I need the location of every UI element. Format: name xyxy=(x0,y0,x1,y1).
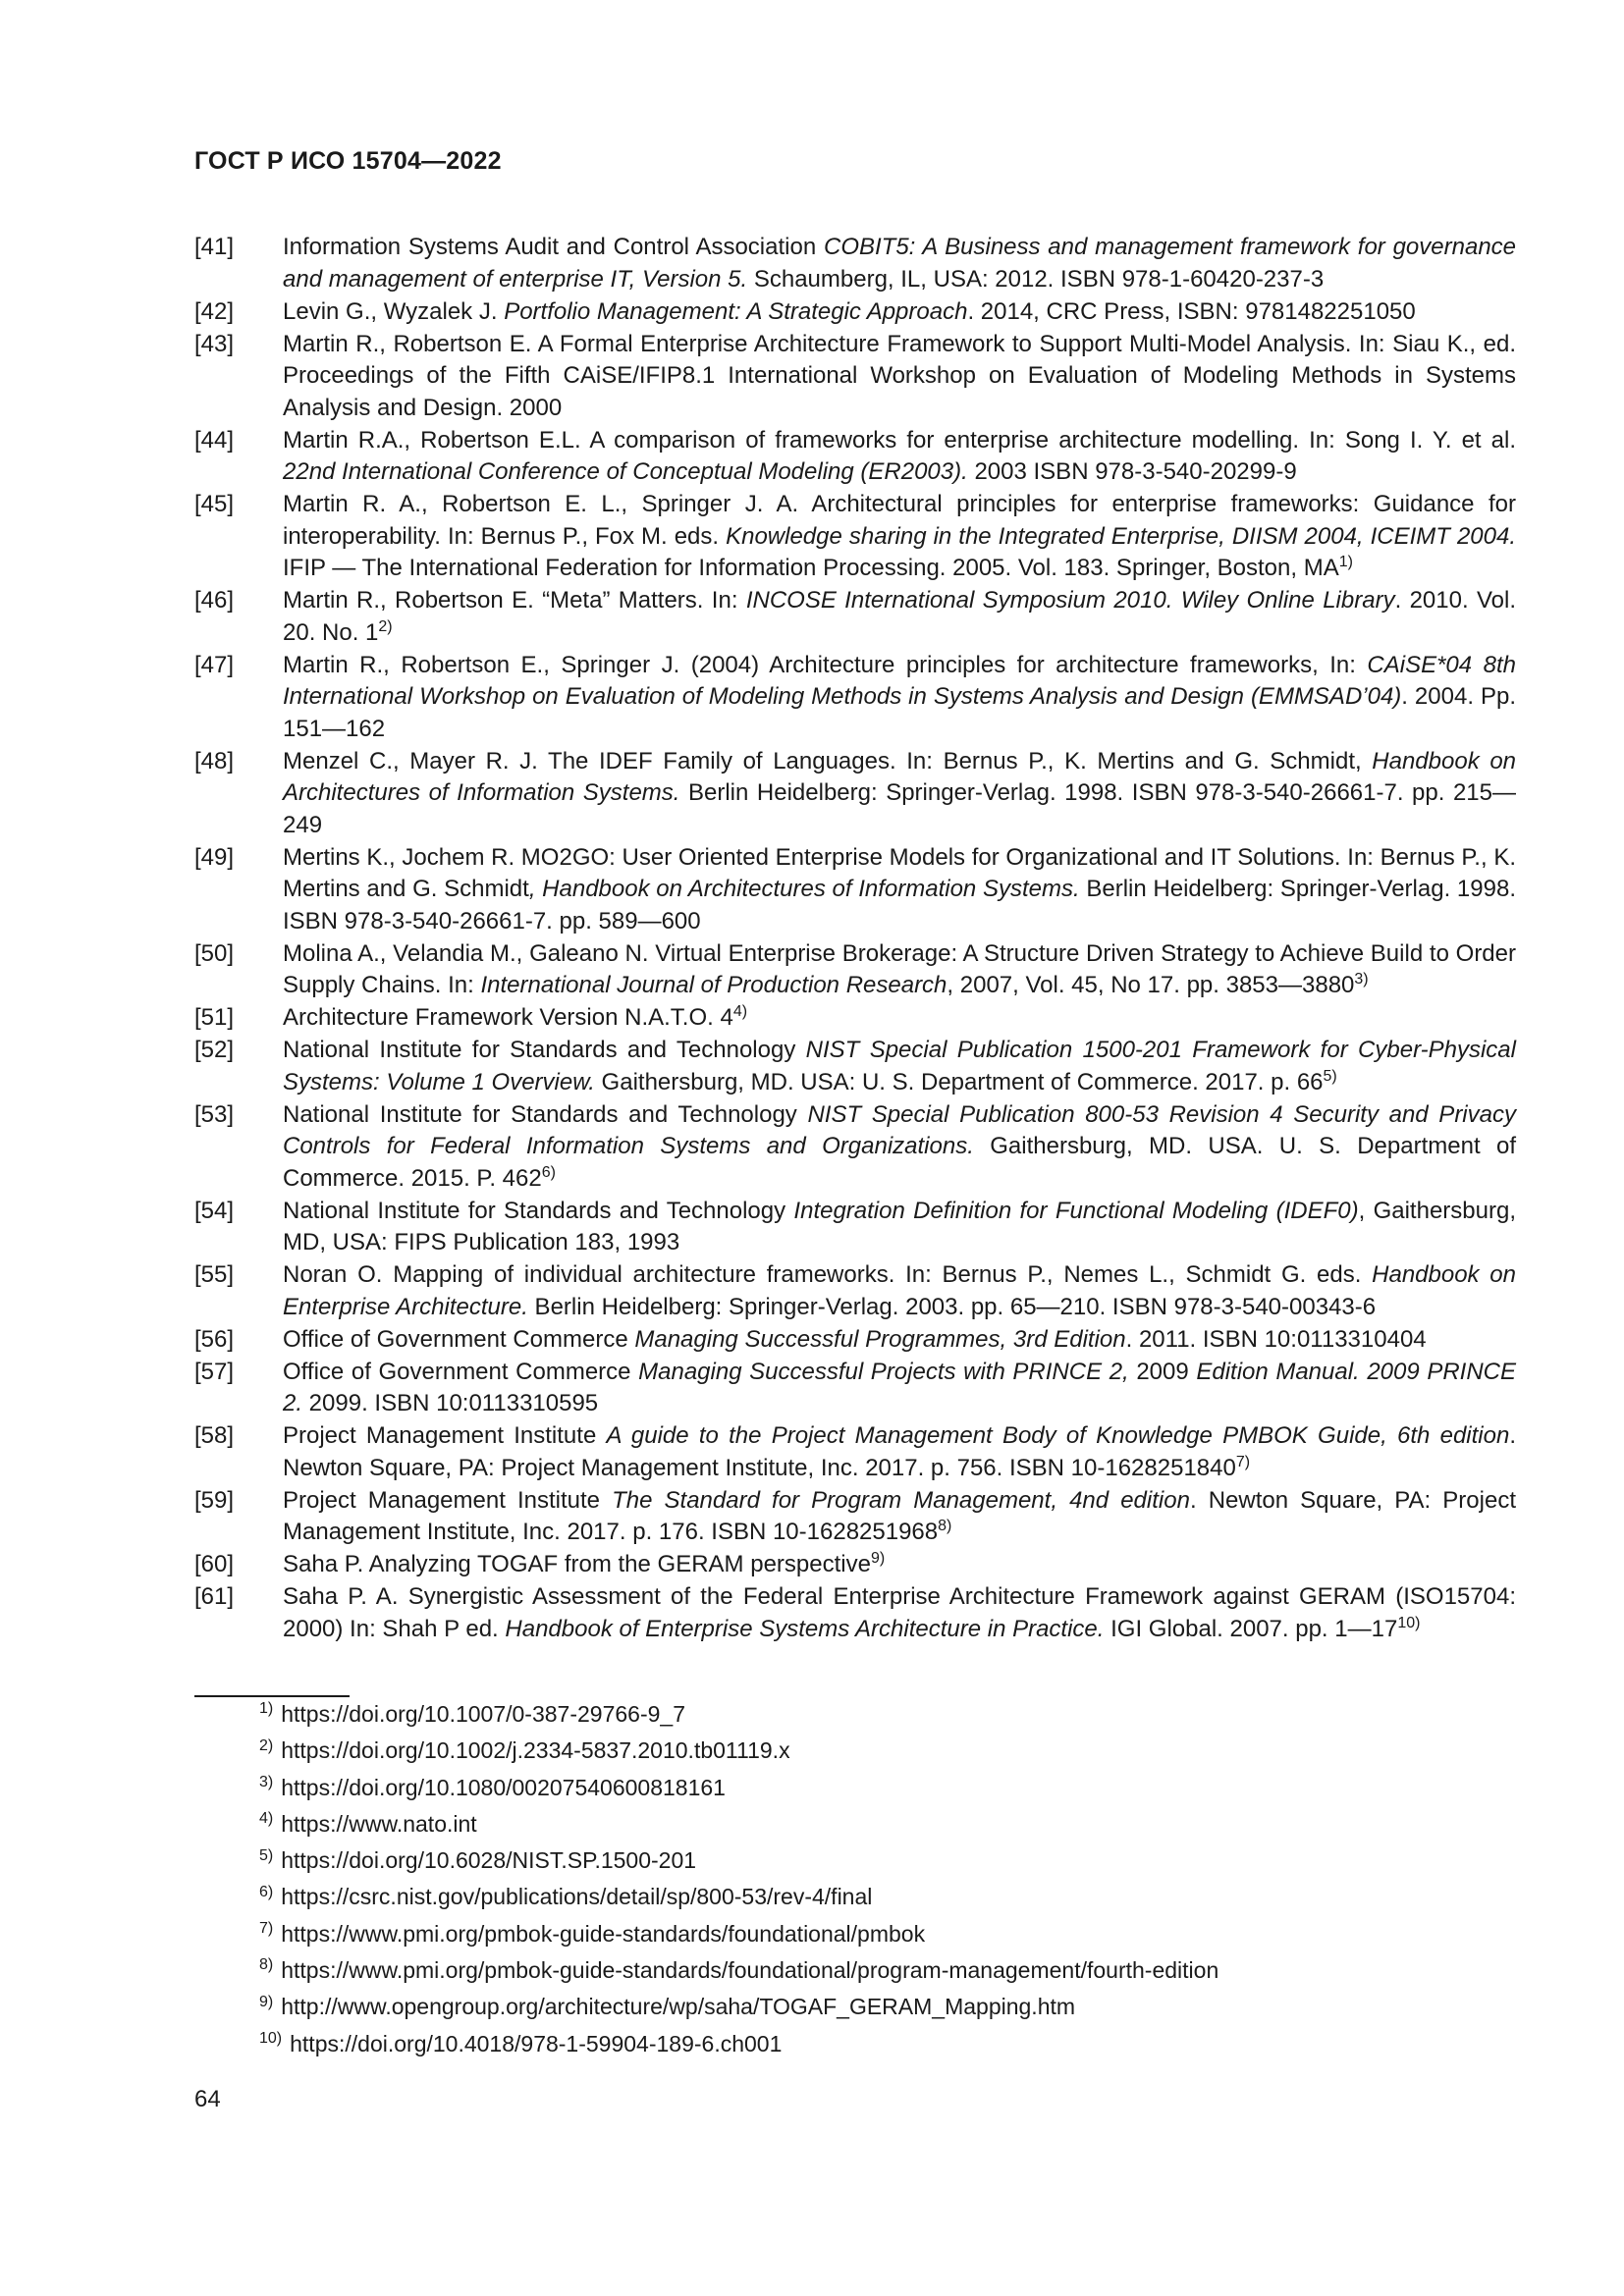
reference-number: [44] xyxy=(194,426,235,454)
reference-number: [54] xyxy=(194,1197,235,1224)
reference-text-part: , 2007, Vol. 45, No 17. pp. 3853—3880 xyxy=(947,972,1355,998)
reference-entry xyxy=(194,1549,1516,1581)
reference-number: [55] xyxy=(194,1261,235,1288)
footnote-marker: 10) xyxy=(1397,1614,1421,1631)
reference-text-part: 2009 xyxy=(1128,1358,1197,1385)
reference-title: COBIT5: A Business and management framework for governance and management of enterprise IT, Version 5. xyxy=(283,234,1517,293)
footnote-mark: 6) xyxy=(259,1883,274,1900)
reference-title: Handbook on Architectures of Information Systems. xyxy=(283,747,1517,806)
reference-text-part: IFIP — The International Federation for Information Processing. 2005. Vol. 183. Springer, Boston, MA xyxy=(283,555,1339,581)
reference-text-part: National Institute for Standards and Technology xyxy=(283,1037,806,1063)
reference-entry xyxy=(194,1196,1516,1259)
reference-number: [56] xyxy=(194,1325,235,1353)
footnote-item xyxy=(259,1916,1437,1952)
reference-title: 22nd International Conference of Conceptual Modeling (ER2003). xyxy=(283,458,968,485)
reference-text-part: Menzel C., Mayer R. J. The IDEF Family of Languages. In: Bernus P., K. Mertins and G. Schmidt, xyxy=(283,747,1373,774)
reference-text-part: Schaumberg, IL, USA: 2012. ISBN 978-1-60420-237-3 xyxy=(747,265,1325,293)
reference-text xyxy=(283,489,1516,585)
footnote-url: https://doi.org/10.1002/j.2334-5837.2010.tb01119.x xyxy=(281,1737,790,1764)
reference-number: [53] xyxy=(194,1100,235,1128)
footnote-item xyxy=(259,1952,1437,1989)
reference-title: INCOSE International Symposium 2010. Wiley Online Library xyxy=(745,587,1395,614)
reference-text-part: 2003 ISBN 978-3-540-20299-9 xyxy=(967,458,1297,485)
reference-entry xyxy=(194,425,1516,489)
reference-text-part: Berlin Heidelberg: Springer-Verlag. 1998. ISBN 978-3-540-26661-7. pp. 215—249 xyxy=(283,779,1516,838)
reference-text xyxy=(283,1259,1516,1323)
reference-text xyxy=(283,1099,1516,1196)
reference-number: [52] xyxy=(194,1037,235,1063)
reference-number: [50] xyxy=(194,939,235,967)
reference-number: [57] xyxy=(194,1358,235,1385)
reference-title: Managing Successful Projects with PRINCE 2, xyxy=(638,1358,1129,1385)
reference-entry xyxy=(194,1357,1516,1420)
reference-text xyxy=(283,1420,1516,1484)
reference-text-part: National Institute for Standards and Technology xyxy=(283,1197,794,1224)
reference-number: [42] xyxy=(194,297,235,325)
reference-title: A guide to the Project Management Body of Knowledge PMBOK Guide, 6th edition xyxy=(606,1422,1510,1449)
reference-entry xyxy=(194,296,1516,329)
reference-title: NIST Special Publication 800-53 Revision 4 Security and Privacy Controls for Federal Information Systems and Organizations. xyxy=(283,1100,1516,1159)
reference-text-part: Noran O. Mapping of individual architecture frameworks. In: Bernus P., Nemes L., Schmidt G. eds. xyxy=(283,1261,1373,1288)
footnote-mark: 7) xyxy=(259,1920,274,1938)
footnote-mark: 1) xyxy=(259,1700,274,1718)
reference-title: Knowledge sharing in the Integrated Enterprise, DIISM 2004, ICEIMT 2004. xyxy=(726,522,1516,550)
reference-title: Integration Definition for Functional Modeling (IDEF0) xyxy=(793,1197,1359,1224)
reference-text xyxy=(283,650,1516,746)
reference-text xyxy=(283,585,1516,649)
reference-text xyxy=(283,1324,1516,1357)
reference-text xyxy=(283,746,1516,842)
reference-text-part: . Newton Square, PA: Project Management Institute, Inc. 2017. p. 756. ISBN 10-1628251840 xyxy=(283,1422,1516,1481)
reference-number: [43] xyxy=(194,330,235,357)
reference-text-part: . 2010. Vol. 20. No. 1 xyxy=(283,587,1517,646)
footnote-marker: 6) xyxy=(541,1163,556,1181)
footnote-url: https://doi.org/10.6028/NIST.SP.1500-201 xyxy=(281,1847,697,1874)
footnote-url: https://doi.org/10.1007/0-387-29766-9_7 xyxy=(281,1701,685,1727)
footnote-item xyxy=(259,2026,1437,2062)
footnote-url: https://csrc.nist.gov/publications/detail/sp/800-53/rev-4/final xyxy=(281,1884,873,1910)
reference-text-part: Architecture Framework Version N.A.T.O. 4 xyxy=(283,1004,733,1031)
reference-entry xyxy=(194,746,1516,842)
reference-title: Managing Successful Programmes, 3rd Edition xyxy=(634,1325,1126,1353)
footnote-marker: 9) xyxy=(870,1550,886,1567)
reference-entry xyxy=(194,1035,1516,1098)
reference-text-part: Office of Government Commerce xyxy=(283,1325,635,1353)
reference-text-part: Mertins K., Jochem R. MO2GO: User Oriented Enterprise Models for Organizational and IT Solutions. In: Bernus P., K. Mertins and G. Schmidt xyxy=(283,843,1516,902)
footnote-url: https://www.pmi.org/pmbok-guide-standards/foundational/program-management/fourth-edition xyxy=(281,1957,1219,1984)
reference-text-part: Molina A., Velandia M., Galeano N. Virtual Enterprise Brokerage: A Structure Driven Strategy to Achieve Build to Order Supply Chains. In: xyxy=(283,939,1516,998)
reference-number: [60] xyxy=(194,1551,235,1577)
footnote-marker: 4) xyxy=(732,1003,748,1020)
document-header-title: ГОСТ Р ИСО 15704—2022 xyxy=(194,147,502,175)
reference-number: [46] xyxy=(194,587,235,614)
footnote-mark: 5) xyxy=(259,1846,274,1864)
reference-entry xyxy=(194,585,1516,649)
reference-number: [49] xyxy=(194,843,235,871)
reference-number: [59] xyxy=(194,1486,235,1514)
footnote-item xyxy=(259,1989,1437,2025)
footnote-marker: 7) xyxy=(1235,1453,1251,1470)
reference-title: Handbook on Enterprise Architecture. xyxy=(283,1261,1516,1320)
reference-text xyxy=(283,1002,1516,1035)
footnote-mark: 2) xyxy=(259,1736,274,1754)
bibliography-list xyxy=(194,232,1516,1646)
reference-text xyxy=(283,1581,1516,1645)
reference-title: Edition Manual. 2009 PRINCE 2. xyxy=(283,1358,1517,1416)
footnote-marker: 2) xyxy=(378,617,393,635)
footnote-url: http://www.opengroup.org/architecture/wp/saha/TOGAF_GERAM_Mapping.htm xyxy=(281,1994,1076,2020)
footnote-url: https://www.nato.int xyxy=(281,1810,477,1837)
reference-text xyxy=(283,1196,1516,1259)
reference-text-part: Martin R.A., Robertson E.L. A comparison of frameworks for enterprise architecture modelling. In: Song I. Y. et al. xyxy=(283,426,1516,454)
reference-text-part: Gaithersburg, MD. USA: U. S. Department of Commerce. 2017. p. 66 xyxy=(594,1068,1324,1095)
reference-text-part: Saha P. A. Synergistic Assessment of the Federal Enterprise Architecture Framework against GERAM (ISO15704: 2000) In: Shah P ed. xyxy=(283,1583,1516,1642)
reference-entry xyxy=(194,1324,1516,1357)
footnote-mark: 3) xyxy=(259,1773,274,1790)
reference-text xyxy=(283,296,1516,329)
footnote-url: https://doi.org/10.4018/978-1-59904-189-6.ch001 xyxy=(290,2030,783,2056)
footnote-marker: 8) xyxy=(938,1518,952,1534)
reference-text-part: . Newton Square, PA: Project Management Institute, Inc. 2017. p. 176. ISBN 10-1628251968 xyxy=(283,1486,1516,1545)
footnote-url: https://www.pmi.org/pmbok-guide-standards/foundational/pmbok xyxy=(281,1920,926,1947)
reference-text-part: Martin R. A., Robertson E. L., Springer J. A. Architectural principles for enterprise frameworks: Guidance for interoperability. In: Bernus P., Fox M. eds. xyxy=(283,491,1516,550)
reference-text xyxy=(283,1035,1516,1098)
reference-text xyxy=(283,938,1516,1002)
reference-text-part: IGI Global. 2007. pp. 1—17 xyxy=(1104,1615,1398,1642)
reference-text xyxy=(283,1357,1516,1420)
footnote-marker: 1) xyxy=(1338,554,1353,570)
footnotes-list xyxy=(259,1696,1437,2062)
footnote-item xyxy=(259,1806,1437,1842)
reference-entry xyxy=(194,232,1516,295)
reference-entry xyxy=(194,489,1516,585)
reference-title: Portfolio Management: A Strategic Approach xyxy=(504,297,968,325)
reference-entry xyxy=(194,1002,1516,1035)
reference-text-part: . 2011. ISBN 10:0113310404 xyxy=(1125,1325,1427,1353)
reference-text-part: Berlin Heidelberg: Springer-Verlag. 1998. ISBN 978-3-540-26661-7. pp. 589—600 xyxy=(283,876,1516,934)
reference-text xyxy=(283,329,1516,425)
reference-entry xyxy=(194,938,1516,1002)
footnote-item xyxy=(259,1879,1437,1915)
reference-text xyxy=(283,425,1516,489)
footnote-mark: 10) xyxy=(259,2030,283,2048)
reference-text-part: Martin R., Robertson E. A Formal Enterprise Architecture Framework to Support Multi-Model Analysis. In: Siau K., ed. Proceedings of the Fifth CAiSE/IFIP8.1 International Workshop on Evaluation of Modeling Methods in Systems Analysis and Design. 2000 xyxy=(283,330,1516,421)
footnote-mark: 9) xyxy=(259,1993,274,2010)
reference-text xyxy=(283,842,1516,938)
reference-number: [41] xyxy=(194,234,235,260)
reference-text-part: 2099. ISBN 10:0113310595 xyxy=(302,1390,599,1416)
reference-text-part: Martin R., Robertson E. “Meta” Matters. In: xyxy=(283,587,746,614)
reference-text-part: Berlin Heidelberg: Springer-Verlag. 2003. pp. 65—210. ISBN 978-3-540-00343-6 xyxy=(527,1293,1377,1320)
reference-entry xyxy=(194,1259,1516,1323)
reference-number: [45] xyxy=(194,491,235,517)
reference-number: [51] xyxy=(194,1004,235,1031)
reference-number: [48] xyxy=(194,747,235,774)
page-number: 64 xyxy=(194,2086,221,2112)
footnote-url: https://doi.org/10.1080/00207540600818161 xyxy=(281,1774,726,1800)
footnote-item xyxy=(259,1733,1437,1769)
reference-text-part: National Institute for Standards and Technology xyxy=(283,1100,808,1128)
reference-entry xyxy=(194,842,1516,938)
reference-entry xyxy=(194,1581,1516,1645)
reference-title: CAiSE*04 8th International Workshop on Evaluation of Modeling Methods in Systems Analysis and Design (EMMSAD’04) xyxy=(283,651,1516,710)
reference-text-part: Levin G., Wyzalek J. xyxy=(283,297,505,325)
reference-entry xyxy=(194,650,1516,746)
reference-number: [47] xyxy=(194,651,235,678)
reference-text-part: Martin R., Robertson E., Springer J. (2004) Architecture principles for architecture frameworks, In: xyxy=(283,651,1368,678)
footnote-item xyxy=(259,1770,1437,1806)
reference-text-part: Saha P. Analyzing TOGAF from the GERAM perspective xyxy=(283,1551,871,1577)
reference-text-part: Gaithersburg, MD. USA. U. S. Department of Commerce. 2015. P. 462 xyxy=(283,1133,1517,1192)
reference-text-part: . 2014, CRC Press, ISBN: 9781482251050 xyxy=(967,297,1416,325)
reference-text-part: Project Management Institute xyxy=(283,1422,607,1449)
reference-text-part: Office of Government Commerce xyxy=(283,1358,639,1385)
reference-text xyxy=(283,1485,1516,1549)
reference-title: Handbook of Enterprise Systems Architecture in Practice. xyxy=(505,1615,1105,1642)
footnote-item xyxy=(259,1842,1437,1879)
reference-title: , Handbook on Architectures of Information Systems. xyxy=(528,876,1080,902)
footnote-item xyxy=(259,1696,1437,1733)
reference-text-part: , Gaithersburg, MD, USA: FIPS Publication 183, 1993 xyxy=(283,1197,1516,1255)
reference-text xyxy=(283,1549,1516,1581)
footnote-marker: 5) xyxy=(1323,1067,1337,1085)
reference-text xyxy=(283,232,1516,295)
reference-entry xyxy=(194,329,1516,425)
reference-entry xyxy=(194,1485,1516,1549)
reference-number: [61] xyxy=(194,1583,235,1610)
reference-title: The Standard for Program Management, 4nd edition xyxy=(612,1486,1190,1514)
footnote-mark: 4) xyxy=(259,1810,274,1828)
reference-title: NIST Special Publication 1500-201 Framework for Cyber-Physical Systems: Volume 1 Overview. xyxy=(283,1037,1516,1095)
reference-text-part: . 2004. Pp. 151—162 xyxy=(283,683,1516,742)
footnote-marker: 3) xyxy=(1354,971,1369,988)
reference-entry xyxy=(194,1099,1516,1196)
reference-number: [58] xyxy=(194,1422,235,1449)
reference-title: International Journal of Production Research xyxy=(480,972,947,998)
reference-entry xyxy=(194,1420,1516,1484)
reference-text-part: Project Management Institute xyxy=(283,1486,613,1514)
footnote-mark: 8) xyxy=(259,1956,274,1974)
reference-text-part: Information Systems Audit and Control Association xyxy=(283,234,824,260)
